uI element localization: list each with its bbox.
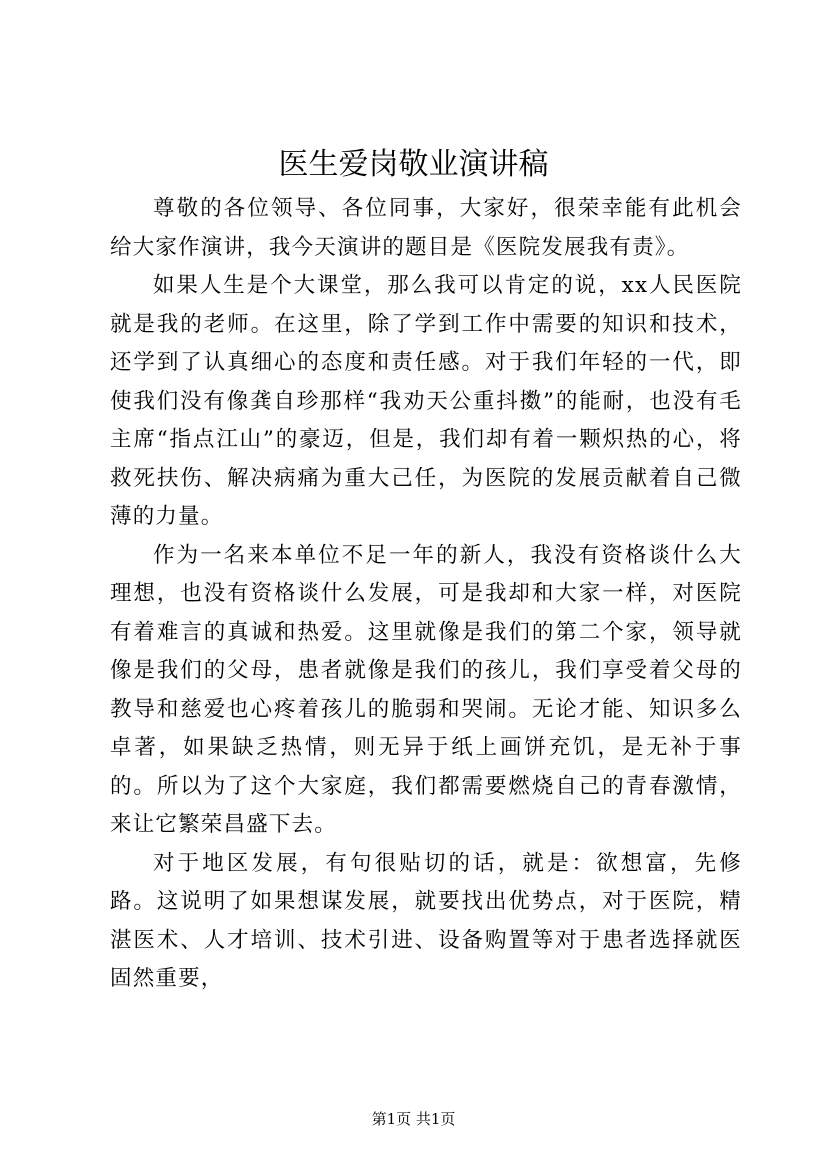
paragraph-newcomer: 作为一名来本单位不足一年的新人，我没有资格谈什么大理想，也没有资格谈什么发展，可是我却和大家一样，对医院有着难言的真诚和热爱。这里就像是我们的第二个家，领导就像是我们的父母，患者就像是我们的孩儿，我们享受着父母的教导和慈爱也心疼着孩儿的脆弱和哭闹。无论才能、知识多么卓著，如果缺乏热情，则无异于纸上画饼充饥，是无补于事的。所以为了这个大家庭，我们都需要燃烧自己的青春激情，来让它繁荣昌盛下去。: [110, 542, 742, 837]
paragraph-development: 对于地区发展，有句很贴切的话，就是：欲想富，先修路。这说明了如果想谋发展，就要找出优势点，对于医院，精湛医术、人才培训、技术引进、设备购置等对于患者选择就医固然重要，: [110, 850, 742, 991]
document-title: 医生爱岗敬业演讲稿: [278, 147, 549, 182]
page-number-footer: 第1页 共1页: [371, 1110, 456, 1128]
paragraph-hospital-teacher: 如果人生是个大课堂，那么我可以肯定的说，xx人民医院就是我的老师。在这里，除了学到工作中需要的知识和技术，还学到了认真细心的态度和责任感。对于我们年轻的一代，即使我们没有像龚自珍那样“我劝天公重抖擞”的能耐，也没有毛主席“指点江山”的豪迈，但是，我们却有着一颗炽热的心，将救死扶伤、解决病痛为重大己任，为医院的发展贡献着自己微薄的力量。: [110, 273, 742, 529]
document-body: [110, 190, 742, 999]
paragraph-greeting: 尊敬的各位领导、各位同事，大家好，很荣幸能有此机会给大家作演讲，我今天演讲的题目是《医院发展我有责》。: [110, 196, 742, 260]
